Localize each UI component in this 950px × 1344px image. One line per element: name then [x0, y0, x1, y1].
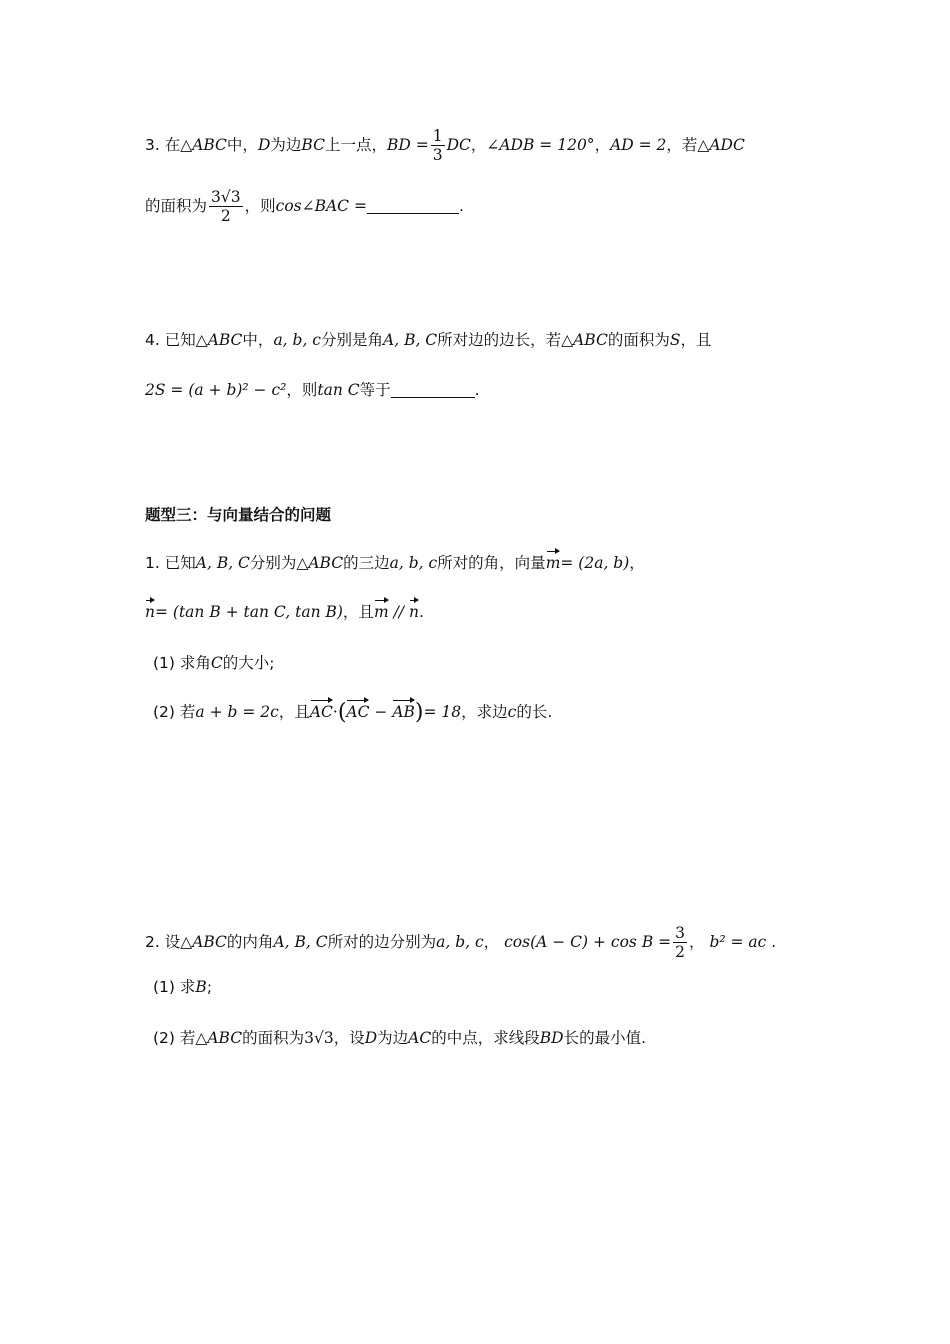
q3-angle: ∠ADB = 120° [486, 136, 595, 154]
q3-line-2: 的面积为 $\frac{3√3}{2}$ ，则cos∠BAC = . [145, 188, 464, 225]
s3q1-part-1: (1) 求角C的大小; [153, 654, 275, 672]
q4-line-1: 4. 已知△ABC中，a, b, c分别是角A, B, C所对边的边长，若△ABC的面积为S，且 [145, 331, 712, 349]
q3-line-1: 3. 在△ABC中，D为边BC上一点，BD = $\frac{1}{3}$ DC，∠ADB = 120°，AD = 2，若△ADC [145, 127, 745, 164]
n-vector: n [145, 600, 155, 624]
s3q1-number: 1 [145, 554, 155, 572]
q3-number: 3 [145, 136, 155, 154]
s3q1-part-2: (2) 若a + b = 2c，且AC·(AC − AB)= 18，求边c的长. [153, 700, 553, 725]
q4-number: 4 [145, 331, 155, 349]
q3-area-fraction: $\frac{3√3}{2}$ [211, 188, 241, 225]
s3q1-line-1: 1. 已知A, B, C分别为△ABC的三边a, b, c所对的角，向量m= (2a, b)， [145, 551, 645, 575]
q3-fraction: $\frac{1}{3}$ [432, 127, 443, 164]
q4-line-2: 2S = (a + b)² − c²，则tan C等于 . [145, 381, 480, 399]
s3q2-line-1: 2. 设△ABC的内角A, B, C所对的边分别为a, b, c， cos(A − C) + cos B = $\frac{3}{2}$ ， b² = ac . [145, 924, 777, 961]
m-vector: m [546, 551, 561, 575]
s3q2-part-1: (1) 求B; [153, 978, 213, 996]
ab-vector: AB [392, 700, 415, 724]
q4-answer-blank[interactable] [391, 381, 475, 398]
ac-vector: AC [310, 700, 333, 724]
section-heading: 题型三：与向量结合的问题 [145, 506, 332, 524]
s3q1-line-2: n= (tan B + tan C, tan B)，且m // n. [145, 600, 424, 624]
s3q2-fraction: $\frac{3}{2}$ [675, 924, 685, 961]
q4-equation: 2S = (a + b)² − c² [145, 381, 287, 399]
q3-answer-blank[interactable] [367, 197, 459, 214]
s3q2-number: 2 [145, 933, 155, 951]
s3q2-part-2: (2) 若△ABC的面积为3√3，设D为边AC的中点，求线段BD长的最小值. [153, 1029, 647, 1047]
